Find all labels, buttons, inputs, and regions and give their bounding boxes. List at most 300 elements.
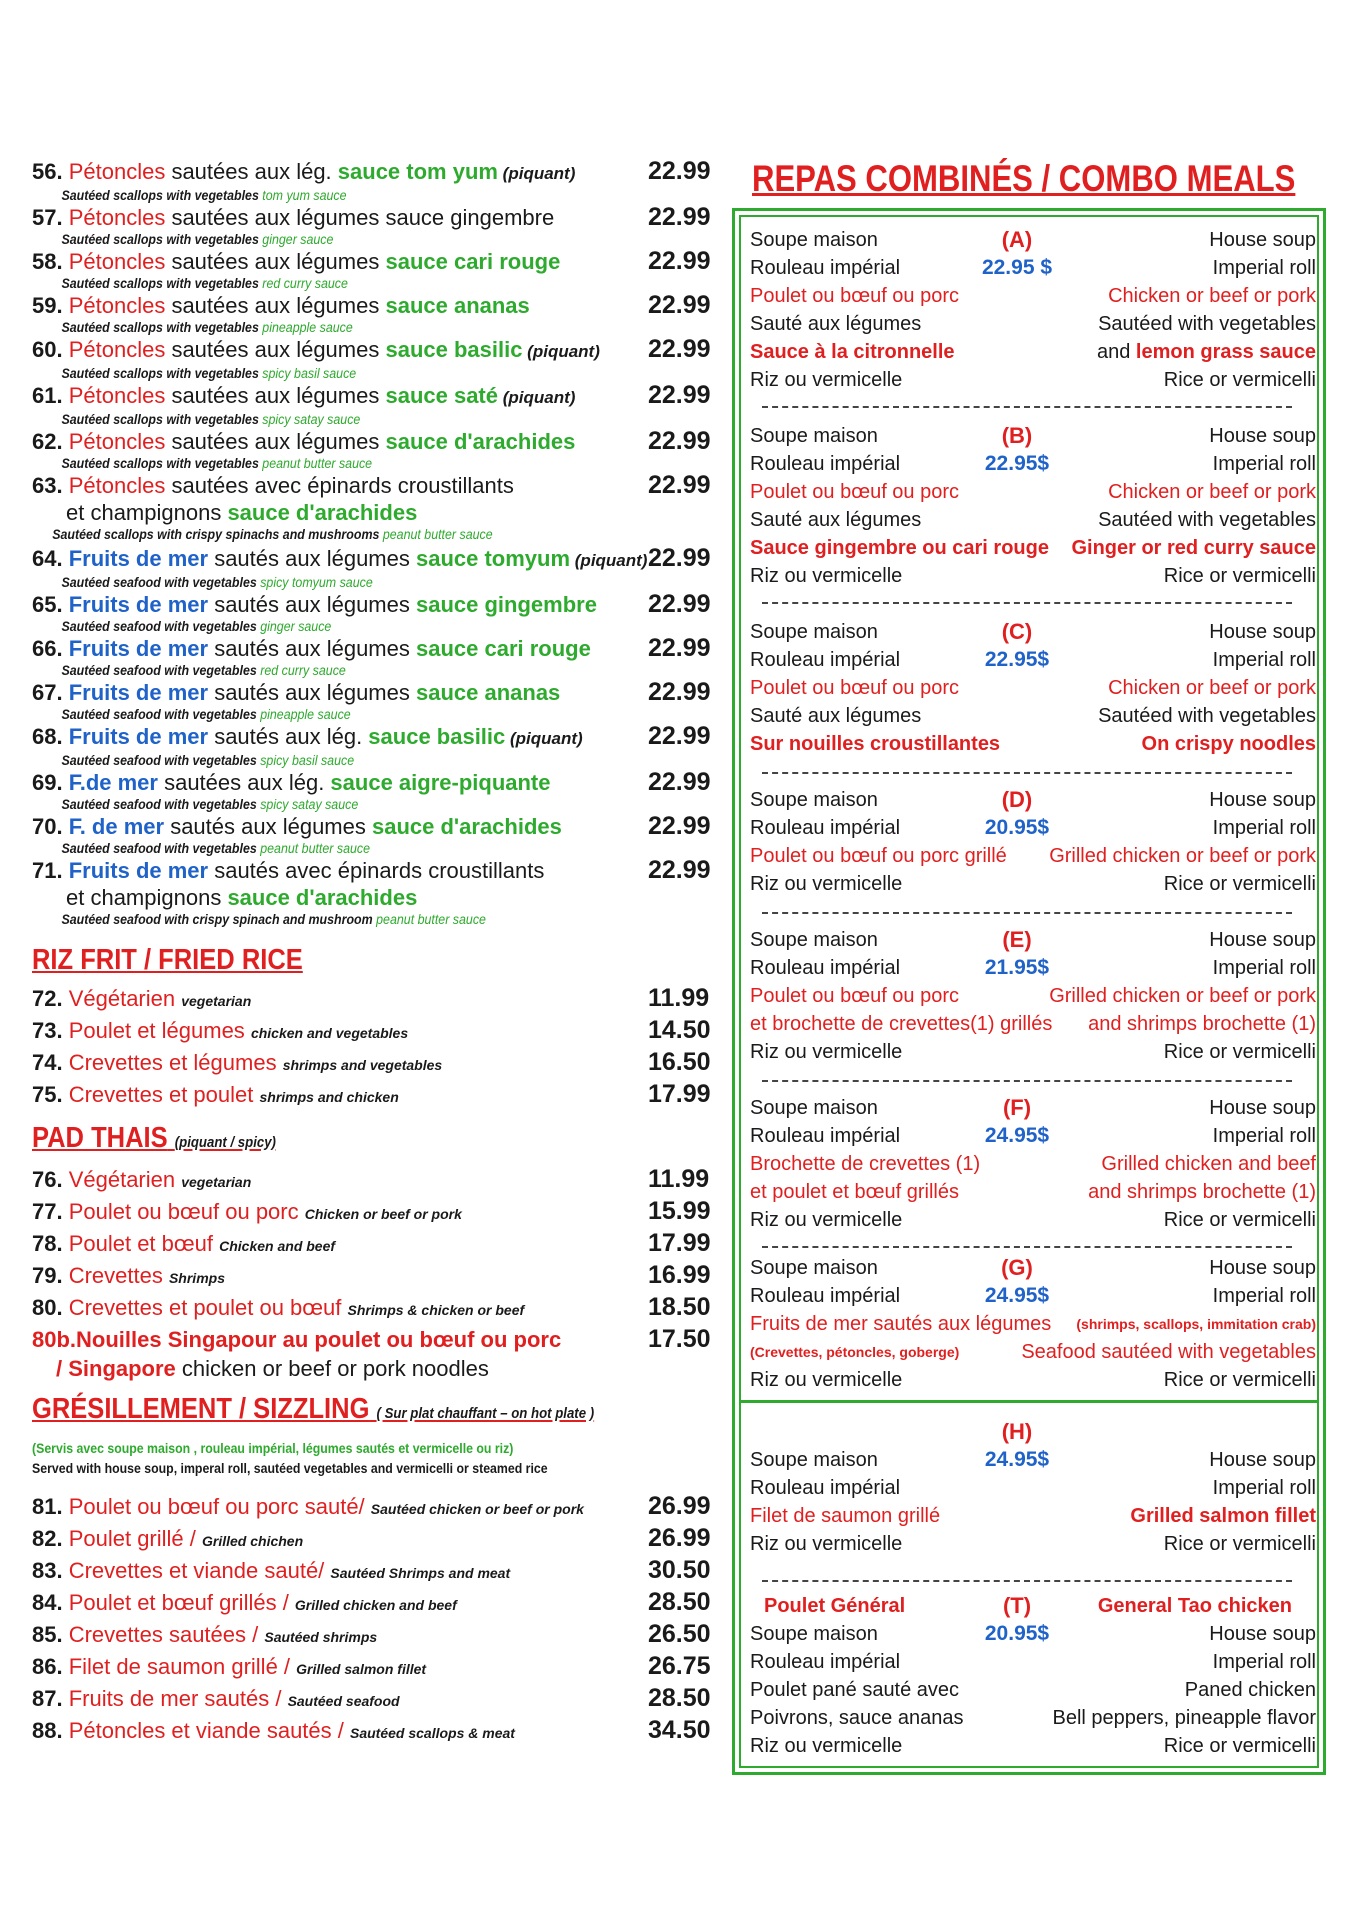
item-number: 58. [32,249,63,274]
menu-item [32,1652,722,1684]
sauce-fr: Sauce gingembre ou cari rouge [750,537,1049,559]
menu-item [32,1492,722,1524]
item-price: 28.50 [648,1588,711,1616]
item-price: 11.99 [648,1165,710,1193]
item-price: 26.99 [648,1524,711,1552]
soup-fr: Soupe maison [750,229,878,251]
item-fr: Filet de saumon grillé / [68,1654,297,1679]
item-number: 71. [32,858,63,883]
roll-fr: Rouleau impérial [750,1477,901,1499]
item-en-sauce: spicy basil sauce [260,753,355,768]
menu-item [32,336,722,382]
item-en: Grilled salmon fillet [296,1661,427,1677]
item-desc: sautées aux légumes [165,337,386,362]
item-main: Pétoncles [62,429,166,454]
item-spicy: (piquant) [497,164,576,183]
item-desc: sautés aux légumes [208,680,416,705]
item-main: Fruits de mer [62,546,209,571]
item-number: 80. [32,1295,69,1320]
combo-divider [762,406,1292,408]
item-desc: sautés aux lég. [208,724,369,749]
sauce-en-prefix: and [1096,341,1136,363]
combo-d [750,786,1316,898]
item-number: 63. [32,473,63,498]
soup-en: House soup [1209,1623,1316,1645]
menu-item [32,1229,722,1261]
item-number: 72. [32,986,69,1011]
item-price: 22.99 [648,157,711,185]
item-en: Sautéed seafood with vegetables [61,753,261,768]
item-number: 70. [32,814,63,839]
meat-en: Grilled chicken or beef or pork [1049,985,1316,1007]
roll-en: Imperial roll [1212,453,1316,475]
item-en: Sautéed seafood with vegetables [61,841,261,856]
item-spicy: (piquant) [522,342,600,361]
item-number: 87. [32,1686,69,1711]
item-price: 17.50 [648,1325,711,1353]
item-desc: sautées aux légumes sauce gingembre [165,205,555,230]
meat-en: Grilled chicken or beef or pork [1049,845,1316,867]
soup-en: House soup [1209,1449,1316,1471]
item-sauce: sauce basilic [385,337,523,362]
meat-fr: Poulet ou bœuf ou porc [750,985,960,1007]
item-price: 18.50 [648,1293,711,1321]
desc2-fr: Poivrons, sauce ananas [750,1707,964,1729]
item-fr: Poulet ou bœuf ou porc sauté/ [68,1494,371,1519]
menu-item-80b [32,1325,722,1383]
menu-item [32,545,722,591]
sizzling-desc-fr: (Servis avec soupe maison , rouleau impérial, légumes sautés et vermicelle ou riz) [32,1440,514,1456]
item-sauce: sauce d'arachides [385,429,576,454]
item-number: 61. [32,383,63,408]
item-en: Sautéed seafood with vegetables [61,619,261,634]
meat-fr: Poulet ou bœuf ou porc [750,481,960,503]
item-fr: Crevettes et légumes [68,1050,283,1075]
item-sauce: sauce tom yum [337,159,498,184]
item-desc: sautés aux légumes [208,636,416,661]
rice-fr: Riz ou vermicelle [750,565,903,587]
combo-price: 22.95$ [984,452,1050,475]
item-number: 80b. [32,1327,77,1352]
item-en: Sautéed Shrimps and meat [330,1565,511,1581]
item-en: vegetarian [181,1174,252,1190]
roll-en: Imperial roll [1212,957,1316,979]
item-sauce: sauce tomyum [415,546,571,571]
item-desc: sautées aux légumes [165,293,386,318]
pad-thai-title-text: PAD THAIS [32,1122,168,1154]
seafood-en-detail: (shrimps, scallops, immitation crab) [1076,1316,1316,1332]
item-price: 14.50 [648,1016,711,1044]
meat-fr: et poulet et bœuf grillés [750,1181,959,1203]
item-en: vegetarian [181,993,252,1009]
veg-en: Sautéed with vegetables [1098,705,1316,727]
pad-thai-note: (piquant / spicy) [174,1134,276,1151]
rice-en: Rice or vermicelli [1163,1041,1316,1063]
sizzling-list [32,1492,722,1748]
item-desc: sautés aux légumes [164,814,372,839]
item-sauce: sauce aigre-piquante [330,770,551,795]
item-number: 60. [32,337,63,362]
item-price: 22.99 [648,634,711,662]
item-en: shrimps and chicken [259,1089,399,1105]
soup-fr: Soupe maison [750,1097,878,1119]
item-fr: Pétoncles et viande sautés / [68,1718,350,1743]
item-en: Sautéed scallops with vegetables [61,366,263,381]
combo-letter: (B) [1001,423,1033,448]
menu-item [32,769,722,813]
combo-a [750,226,1316,394]
item-en-sauce: pineapple sauce [262,320,353,335]
item-price: 26.50 [648,1620,711,1648]
item-number: 57. [32,205,63,230]
seafood-fr-detail: (Crevettes, pétoncles, goberge) [750,1344,960,1360]
item-en: Shrimps [168,1270,225,1286]
meat-en: Grilled chicken and beef [1101,1153,1316,1175]
item-en-sauce: spicy tomyum sauce [260,575,373,590]
item-fr: Poulet et bœuf grillés / [68,1590,295,1615]
item-en-main: / Singapore [56,1356,176,1381]
item-price: 22.99 [648,590,711,618]
item-number: 88. [32,1718,69,1743]
item-en: Sautéed scallops with vegetables [61,232,263,247]
sauce-en: On crispy noodles [1141,733,1316,755]
item-en: Shrimps & chicken or beef [347,1302,525,1318]
item-number: 62. [32,429,63,454]
sauce-fr: Sur nouilles croustillantes [750,733,1001,755]
menu-item [32,1080,722,1112]
seafood-section [32,545,722,857]
item-cont: et champignons [66,885,228,910]
combo-letter: (T) [1002,1593,1032,1618]
item-en: chicken or beef or pork noodles [175,1356,489,1381]
item-fr: Crevettes et poulet ou bœuf [68,1295,348,1320]
item-main: Fruits de mer [68,858,209,883]
menu-item [32,591,722,635]
item-number: 64. [32,546,63,571]
roll-fr: Rouleau impérial [750,453,901,475]
item-price: 26.75 [648,1652,711,1680]
combo-divider [762,1246,1292,1248]
menu-item [32,1620,722,1652]
item-spicy: (piquant) [570,551,648,570]
item-price: 22.99 [648,856,711,884]
item-price: 22.99 [648,544,711,572]
menu-item [32,1588,722,1620]
brochette-en: and shrimps brochette (1) [1088,1181,1316,1203]
item-en-sauce: spicy satay sauce [260,797,359,812]
brochette-fr: et brochette de crevettes(1) grillés [750,1013,1053,1035]
item-sauce: sauce ananas [415,680,561,705]
meat-en: Chicken or beef or pork [1108,481,1316,503]
soup-en: House soup [1209,1097,1316,1119]
rice-fr: Riz ou vermicelle [750,1369,903,1391]
item-fr: Végétarien [68,986,182,1011]
item-number: 69. [32,770,63,795]
item-en-sauce: spicy satay sauce [262,412,361,427]
item-price: 22.99 [648,427,711,455]
item-en-sauce: red curry sauce [262,276,348,291]
item-number: 77. [32,1199,69,1224]
item-number: 59. [32,293,63,318]
item-main: F. de mer [62,814,165,839]
menu-item [32,1197,722,1229]
item-main: Fruits de mer [62,724,209,749]
item-main: Fruits de mer [62,592,209,617]
item-fr: Poulet grillé / [68,1526,202,1551]
roll-en: Imperial roll [1212,1477,1316,1499]
item-en-sauce: pineapple sauce [260,707,351,722]
item-sauce: sauce d'arachides [227,885,418,910]
rice-en: Rice or vermicelli [1163,1369,1316,1391]
rice-fr: Riz ou vermicelle [750,1041,903,1063]
soup-en: House soup [1209,789,1316,811]
item-fr: Fruits de mer sautés / [68,1686,288,1711]
item-en: Sautéed seafood [287,1693,400,1709]
item-fr: Végétarien [68,1167,182,1192]
desc-fr: Poulet pané sauté avec [750,1679,960,1701]
veg-fr: Sauté aux légumes [750,313,922,335]
item-number: 74. [32,1050,69,1075]
item-main: Pétoncles [62,337,166,362]
roll-en: Imperial roll [1212,649,1316,671]
combo-price: 24.95$ [984,1284,1050,1307]
menu-item [32,1293,722,1325]
combo-price: 20.95$ [984,1622,1050,1645]
item-price: 17.99 [648,1080,711,1108]
combo-price: 21.95$ [984,956,1050,979]
rice-en: Rice or vermicelli [1163,565,1316,587]
item-main: Pétoncles [62,159,166,184]
item-fr: Poulet et légumes [68,1018,251,1043]
soup-en: House soup [1209,229,1316,251]
general-tao-en: General Tao chicken [1097,1595,1292,1617]
sizzling-title-text: GRÉSILLEMENT / SIZZLING [32,1393,370,1425]
combo-price: 22.95$ [984,648,1050,671]
menu-item [32,723,722,769]
item-sauce: sauce d'arachides [371,814,562,839]
combo-letter: (A) [1001,227,1033,252]
item-en: Sautéed scallops & meat [350,1725,515,1741]
combo-price: 22.95 $ [981,256,1053,279]
menu-item [32,813,722,857]
sauce-fr: Sauce à la citronnelle [750,341,955,363]
item-price: 17.99 [648,1229,711,1257]
roll-fr: Rouleau impérial [750,1651,901,1673]
roll-en: Imperial roll [1212,257,1316,279]
item-desc: sautés aux légumes [208,592,416,617]
item-number: 66. [32,636,63,661]
rice-en: Rice or vermicelli [1163,1209,1316,1231]
item-price: 28.50 [648,1684,711,1712]
combo-solid-divider [739,1400,1319,1403]
item-price: 22.99 [648,678,711,706]
combo-divider [762,1080,1292,1082]
combo-letter: (H) [1001,1419,1033,1444]
item-sauce: sauce cari rouge [415,636,591,661]
soup-fr: Soupe maison [750,1257,878,1279]
item-en: Grilled chicken and beef [294,1597,457,1613]
item-price: 16.99 [648,1261,711,1289]
item-spicy: (piquant) [498,388,576,407]
combo-c [750,618,1316,758]
rice-fr: Riz ou vermicelle [750,369,903,391]
menu-item [32,1524,722,1556]
item-en: chicken and vegetables [250,1025,409,1041]
item-sauce: sauce cari rouge [385,249,561,274]
meat-en: Chicken or beef or pork [1108,677,1316,699]
soup-en: House soup [1209,929,1316,951]
item-price: 30.50 [648,1556,711,1584]
menu-item [32,1016,722,1048]
combo-letter: (G) [1001,1255,1033,1280]
item-number: 79. [32,1263,69,1288]
combo-price: 20.95$ [984,816,1050,839]
item-en-sauce: spicy basil sauce [262,366,357,381]
roll-fr: Rouleau impérial [750,649,901,671]
item-number: 81. [32,1494,69,1519]
roll-en: Imperial roll [1212,1285,1316,1307]
rice-en: Rice or vermicelli [1163,1533,1316,1555]
item-main: Pétoncles [62,383,166,408]
roll-fr: Rouleau impérial [750,1125,901,1147]
item-price: 22.99 [648,247,711,275]
item-desc: sautées aux légumes [165,249,386,274]
combo-t [750,1592,1316,1760]
item-price: 22.99 [648,335,711,363]
combo-h [750,1418,1316,1558]
item-en: Chicken and beef [219,1238,336,1254]
item-en: Sautéed scallops with vegetables [61,320,263,335]
salmon-en: Grilled salmon fillet [1130,1505,1316,1527]
item-sauce: sauce gingembre [415,592,597,617]
soup-en: House soup [1209,621,1316,643]
item-en-sauce: peanut butter sauce [376,912,486,927]
veg-en: Sautéed with vegetables [1098,313,1316,335]
item-en: Sautéed scallops with vegetables [61,276,263,291]
item-price: 15.99 [648,1197,711,1225]
menu-item [32,1556,722,1588]
combo-price: 24.95$ [984,1124,1050,1147]
item-en-sauce: ginger sauce [260,619,332,634]
left-column [32,158,722,1748]
item-number: 68. [32,724,63,749]
menu-item [32,1165,722,1197]
item-en-sauce: peanut butter sauce [262,456,373,471]
item-main: F.de mer [62,770,158,795]
item-spicy: (piquant) [505,729,583,748]
rice-en: Rice or vermicelli [1163,369,1316,391]
item-price: 22.99 [648,381,711,409]
menu-item [32,382,722,428]
item-desc: sautées aux légumes [165,383,386,408]
item-fr: Poulet ou bœuf ou porc [68,1199,305,1224]
rice-fr: Riz ou vermicelle [750,1533,903,1555]
item-fr: Crevettes et poulet [68,1082,260,1107]
item-number: 83. [32,1558,69,1583]
combo-price: 24.95$ [984,1448,1050,1471]
item-fr: Crevettes [68,1263,169,1288]
item-price: 22.99 [648,722,711,750]
combo-divider [762,772,1292,774]
item-desc: sautées aux légumes [165,429,386,454]
item-sauce: sauce saté [385,383,498,408]
combo-letter: (E) [1002,927,1032,952]
combo-f [750,1094,1316,1234]
item-price: 11.99 [648,984,710,1012]
item-en: Sautéed seafood with crispy spinach and mushroom [61,912,377,927]
item-number: 73. [32,1018,69,1043]
item-en: Sautéed shrimps [264,1629,378,1645]
menu-item [32,984,722,1016]
item-en: Sautéed scallops with vegetables [61,412,263,427]
item-price: 26.99 [648,1492,711,1520]
item-fr: Crevettes et viande sauté/ [68,1558,331,1583]
menu-item-71 [32,857,722,928]
fried-rice-list [32,984,722,1112]
item-number: 56. [32,159,63,184]
item-en: Sautéed chicken or beef or pork [370,1501,584,1517]
seafood-en: Seafood sautéed with vegetables [1021,1341,1316,1363]
roll-en: Imperial roll [1212,1125,1316,1147]
soup-fr: Soupe maison [750,425,878,447]
menu-item [32,1684,722,1716]
item-cont: et champignons [66,500,228,525]
combo-divider [762,1580,1292,1582]
menu-item [32,1261,722,1293]
soup-en: House soup [1209,425,1316,447]
soup-fr: Soupe maison [750,929,878,951]
item-desc: sautées aux lég. [165,159,338,184]
item-en: Sautéed scallops with crispy spinachs and mushrooms [52,527,383,542]
pad-thai-title [32,1120,639,1161]
item-main: Nouilles Singapour au poulet ou bœuf ou porc [76,1327,562,1352]
item-price: 22.99 [648,203,711,231]
sizzling-title [32,1391,639,1432]
item-en: Sautéed scallops with vegetables [61,456,263,471]
item-number: 75. [32,1082,69,1107]
menu-item-63 [32,472,722,543]
item-en: shrimps and vegetables [282,1057,443,1073]
item-price: 16.50 [648,1048,711,1076]
roll-fr: Rouleau impérial [750,257,901,279]
item-en-sauce: peanut butter sauce [260,841,371,856]
item-price: 34.50 [648,1716,711,1744]
menu-item [32,1048,722,1080]
fried-rice-title: RIZ FRIT / FRIED RICE [32,944,303,976]
item-en-sauce: peanut butter sauce [382,527,493,542]
combo-letter: (C) [1001,619,1033,644]
item-desc: sautés avec épinards croustillants [208,858,545,883]
roll-fr: Rouleau impérial [750,957,901,979]
rice-en: Rice or vermicelli [1163,873,1316,895]
item-fr: Crevettes sautées / [68,1622,265,1647]
menu-item [32,158,722,204]
item-number: 82. [32,1526,69,1551]
item-sauce: sauce ananas [385,293,530,318]
item-number: 86. [32,1654,69,1679]
sizzling-note: ( Sur plat chauffant – on hot plate ) [376,1405,595,1422]
combo-b [750,422,1316,590]
item-main: Fruits de mer [62,636,209,661]
soup-fr: Soupe maison [750,789,878,811]
combo-e [750,926,1316,1066]
veg-en: Sautéed with vegetables [1098,509,1316,531]
combo-letter: (D) [1001,787,1033,812]
menu-item [32,292,722,336]
item-en: Sautéed scallops with vegetables [61,188,263,203]
roll-fr: Rouleau impérial [750,817,901,839]
item-price: 22.99 [648,768,711,796]
